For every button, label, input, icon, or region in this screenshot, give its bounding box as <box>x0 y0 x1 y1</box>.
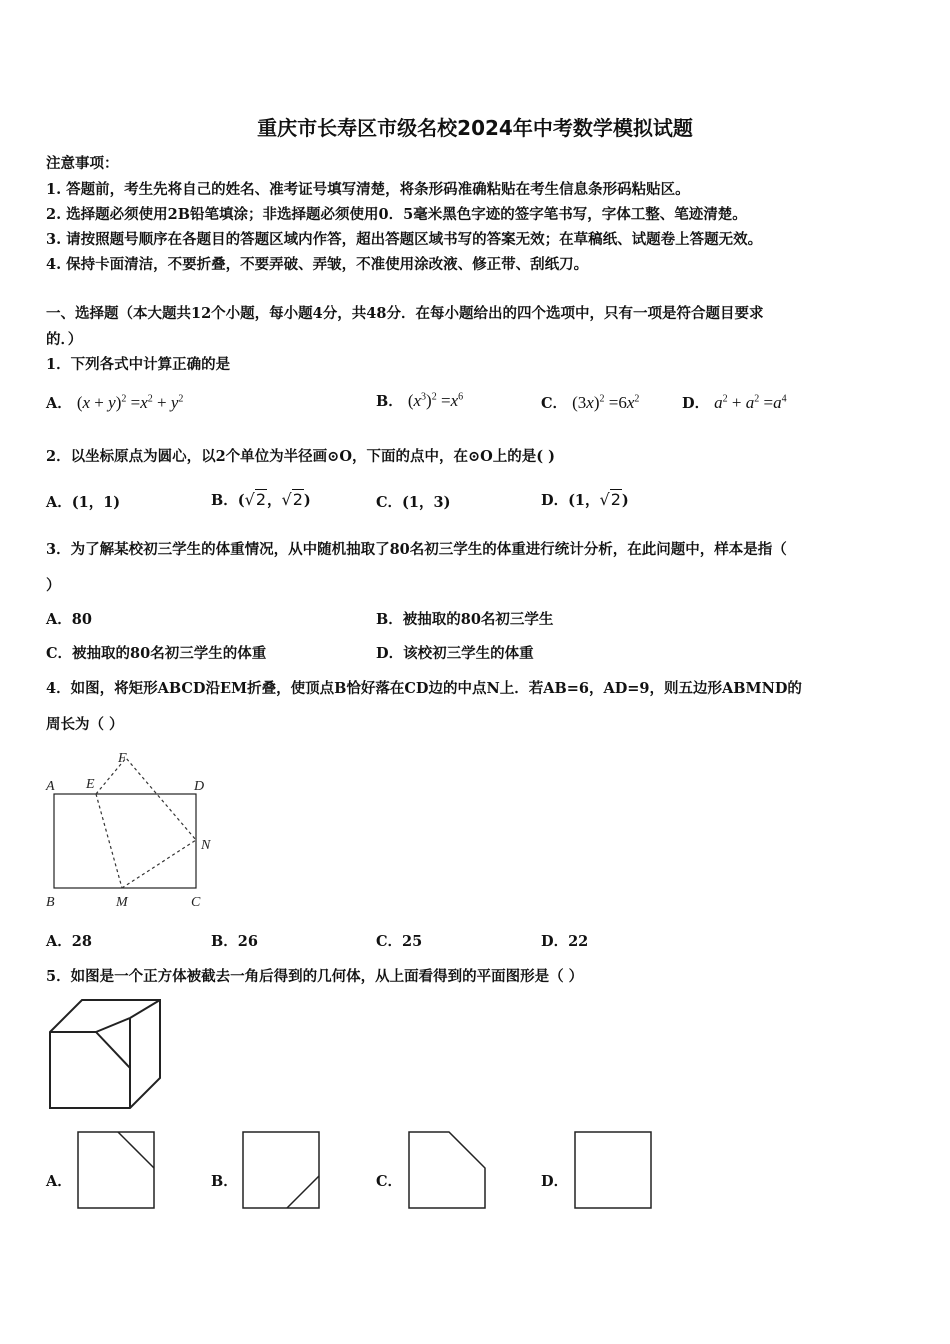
q3-stem: 3．为了解某校初三学生的体重情况，从中随机抽取了80名初三学生的体重进行统计分析，在此问题中，样本是指（ <box>46 541 787 558</box>
q4-option-c[interactable]: C．25 <box>376 933 423 950</box>
q4-option-d[interactable]: D．22 <box>541 933 589 950</box>
section-heading-line2: 的．） <box>46 331 83 348</box>
section-heading-line1: 一、选择题（本大题共12个小题，每小题4分，共48分．在每小题给出的四个选项中，只有一项是符合题目要求 <box>46 305 764 322</box>
notice-item-2: 2. 选择题必须使用2B铅笔填涂；非选择题必须使用0．5毫米黑色字迹的签字笔书写，字体工整、笔迹清楚。 <box>46 206 747 223</box>
option-label: A． <box>46 395 72 412</box>
q1-d-expression: $a^2 + a^2 =a^4$ <box>714 393 787 412</box>
q3-option-a[interactable]: A．80 <box>46 611 92 628</box>
crease-em <box>96 794 122 888</box>
notice-item-1: 1. 答题前，考生先将自己的姓名、准考证号填写清楚，将条形码准确粘贴在考生信息条形码粘贴区。 <box>46 181 690 198</box>
q1-stem: 1．下列各式中计算正确的是 <box>46 356 231 373</box>
q1-option-a[interactable] <box>46 392 183 413</box>
option-label: B． <box>376 393 403 410</box>
q5-option-d-figure[interactable] <box>573 1130 655 1212</box>
sqrt-2: √2 <box>244 490 267 509</box>
q5-stem: 5．如图是一个正方体被截去一角后得到的几何体，从上面看得到的平面图形是（ ） <box>46 968 584 985</box>
option-label: C． <box>541 395 568 412</box>
q5-option-b-label[interactable]: B． <box>211 1173 238 1190</box>
label-b: B <box>46 895 55 910</box>
q3-option-c[interactable]: C．被抽取的80名初三学生的体重 <box>46 645 267 662</box>
fold-lines <box>96 758 196 888</box>
q5-option-d-label[interactable]: D． <box>541 1173 569 1190</box>
q1-option-b[interactable] <box>376 390 463 411</box>
notice-item-3: 3. 请按照题号顺序在各题目的答题区域内作答，超出答题区域书写的答案无效；在草稿纸、试题卷上答题无效。 <box>46 231 763 248</box>
label-a: A <box>46 779 55 794</box>
q1-a-expression: $(x + y)^2 =x^2 + y^2$ <box>76 393 184 412</box>
q3-stem-cont: ） <box>46 577 61 594</box>
q1-c-expression: $(3x)^2 =6x^2$ <box>572 393 640 412</box>
q4-stem: 4．如图，将矩形ABCD沿EM折叠，使顶点B恰好落在CD边的中点N上．若AB=6，AD=9，则五边形ABMND的 <box>46 680 802 697</box>
q5-option-a-figure[interactable] <box>76 1130 158 1212</box>
page-title: 重庆市长寿区市级名校2024年中考数学模拟试题 <box>257 116 693 140</box>
label-m: M <box>116 895 128 910</box>
q2-option-a[interactable]: A．(1，1) <box>46 494 121 511</box>
q1-option-c[interactable] <box>541 392 639 413</box>
q5-cube-figure <box>46 996 166 1116</box>
q2-option-b[interactable]: B．(√2，√2) <box>211 490 311 509</box>
q2-stem: 2．以坐标原点为圆心，以2个单位为半径画⊙O，下面的点中，在⊙O上的是( ) <box>46 448 556 465</box>
q2-option-d[interactable]: D．(1，√2) <box>541 490 629 509</box>
rect-abcd <box>54 794 196 888</box>
q3-option-d[interactable]: D．该校初三学生的体重 <box>376 645 534 662</box>
sqrt-2: √2 <box>281 490 303 509</box>
option-label: D． <box>682 395 710 412</box>
q3-option-b[interactable]: B．被抽取的80名初三学生 <box>376 611 554 628</box>
q1-b-expression: $(x^3)^2 =x^6$ <box>407 391 464 410</box>
q2-option-c[interactable]: C．(1，3) <box>376 494 451 511</box>
q5-option-b-figure[interactable] <box>241 1130 323 1212</box>
label-n: N <box>201 838 211 853</box>
label-e: E <box>86 777 95 792</box>
q5-option-c-figure[interactable] <box>407 1130 489 1212</box>
q1-option-d[interactable] <box>682 392 787 413</box>
q4-rectangle-figure <box>44 748 224 913</box>
label-d: D <box>194 779 205 794</box>
q5-option-a-label[interactable]: A． <box>46 1173 72 1190</box>
label-f: F <box>118 751 127 766</box>
sqrt-2: √2 <box>599 490 621 509</box>
q5-option-c-label[interactable]: C． <box>376 1173 403 1190</box>
q4-option-a[interactable]: A．28 <box>46 933 92 950</box>
notice-heading: 注意事项： <box>46 155 119 172</box>
q4-option-b[interactable]: B．26 <box>211 933 258 950</box>
q4-stem-cont: 周长为（ ） <box>46 716 124 733</box>
cube-outline <box>50 1000 160 1108</box>
label-c: C <box>191 895 201 910</box>
notice-item-4: 4. 保持卡面清洁，不要折叠，不要弄破、弄皱，不准使用涂改液、修正带、刮纸刀。 <box>46 256 589 273</box>
